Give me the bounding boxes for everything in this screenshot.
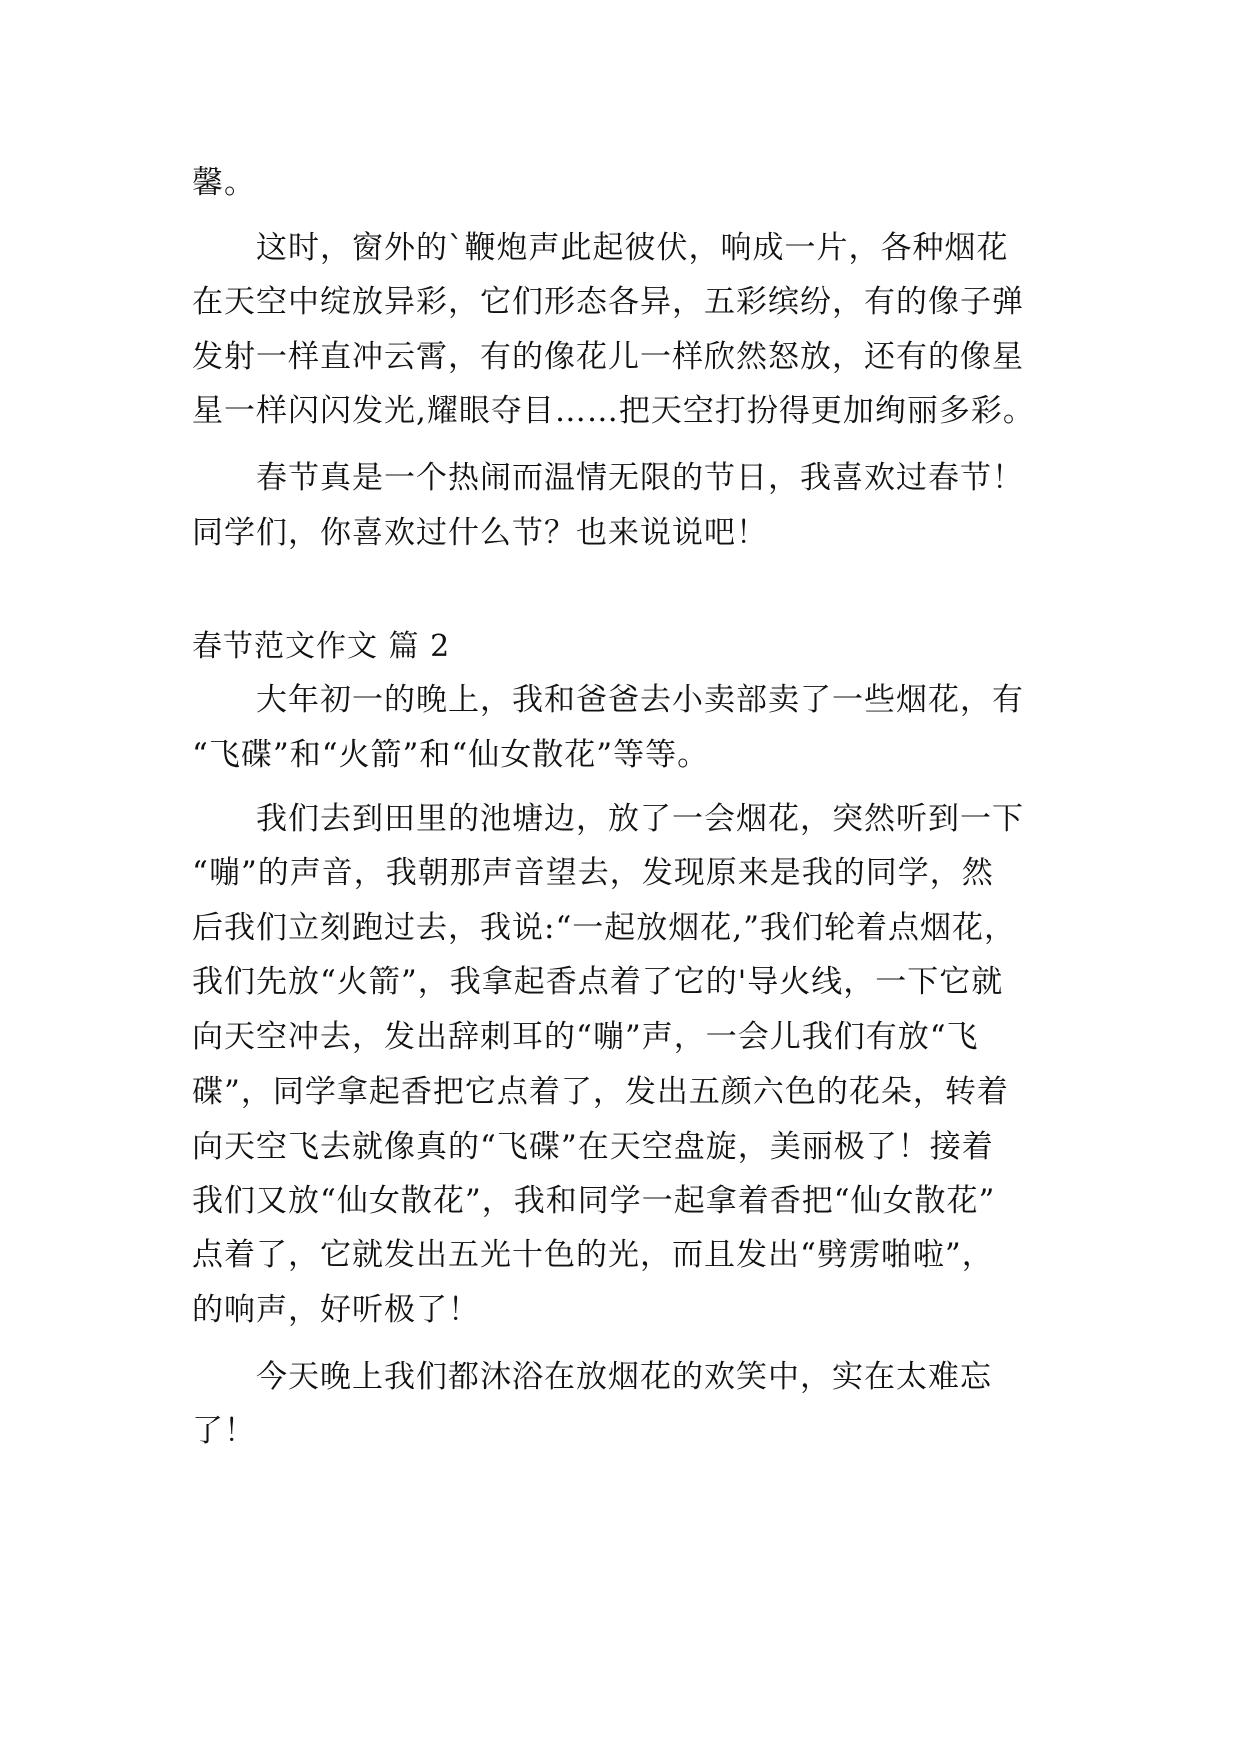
- paragraph-line: 星一样闪闪发光,耀眼夺目……把天空打扮得更加绚丽多彩。: [192, 393, 1035, 429]
- paragraph-line: 这时，窗外的`鞭炮声此起彼伏，响成一片，各种烟花: [256, 230, 1009, 266]
- paragraph-line: 了！: [192, 1413, 256, 1449]
- paragraph-line: “嘣”的声音，我朝那声音望去，发现原来是我的同学，然: [192, 855, 994, 891]
- paragraph-line: 后我们立刻跑过去，我说:“一起放烟花,”我们轮着点烟花，: [192, 910, 1016, 946]
- paragraph-line: 在天空中绽放异彩，它们形态各异，五彩缤纷，有的像子弹: [192, 284, 1024, 320]
- paragraph-line: 的响声，好听极了！: [192, 1292, 480, 1328]
- paragraph-line: 春节真是一个热闹而温情无限的节日，我喜欢过春节！: [256, 460, 1024, 496]
- paragraph-line: 我们又放“仙女散花”，我和同学一起拿着香把“仙女散花”: [192, 1183, 996, 1219]
- paragraph-line: 今天晚上我们都沐浴在放烟花的欢笑中，实在太难忘: [256, 1359, 992, 1395]
- paragraph-line: 向天空冲去，发出辞刺耳的“嘣”声，一会儿我们有放“飞: [192, 1019, 979, 1055]
- paragraph-line: “飞碟”和“火箭”和“仙女散花”等等。: [192, 737, 710, 773]
- paragraph-tail-line: 馨。: [192, 165, 256, 201]
- paragraph-line: 点着了，它就发出五光十色的光，而且发出“劈雳啪啦”，: [192, 1237, 994, 1273]
- paragraph-line: 发射一样直冲云霄，有的像花儿一样欣然怒放，还有的像星: [192, 339, 1024, 375]
- paragraph-line: 同学们，你喜欢过什么节？也来说说吧！: [192, 515, 768, 551]
- paragraph-line: 向天空飞去就像真的“飞碟”在天空盘旋，美丽极了！接着: [192, 1129, 994, 1165]
- section-heading: 春节范文作文 篇 2: [192, 629, 451, 664]
- paragraph-line: 我们先放“火箭”，我拿起香点着了它的'导火线，一下它就: [192, 964, 1004, 1000]
- paragraph-line: 我们去到田里的池塘边，放了一会烟花，突然听到一下: [256, 801, 1024, 837]
- paragraph-line: 大年初一的晚上，我和爸爸去小卖部卖了一些烟花，有: [256, 682, 1024, 718]
- paragraph-line: 碟”，同学拿起香把它点着了，发出五颜六色的花朵，转着: [192, 1074, 1009, 1110]
